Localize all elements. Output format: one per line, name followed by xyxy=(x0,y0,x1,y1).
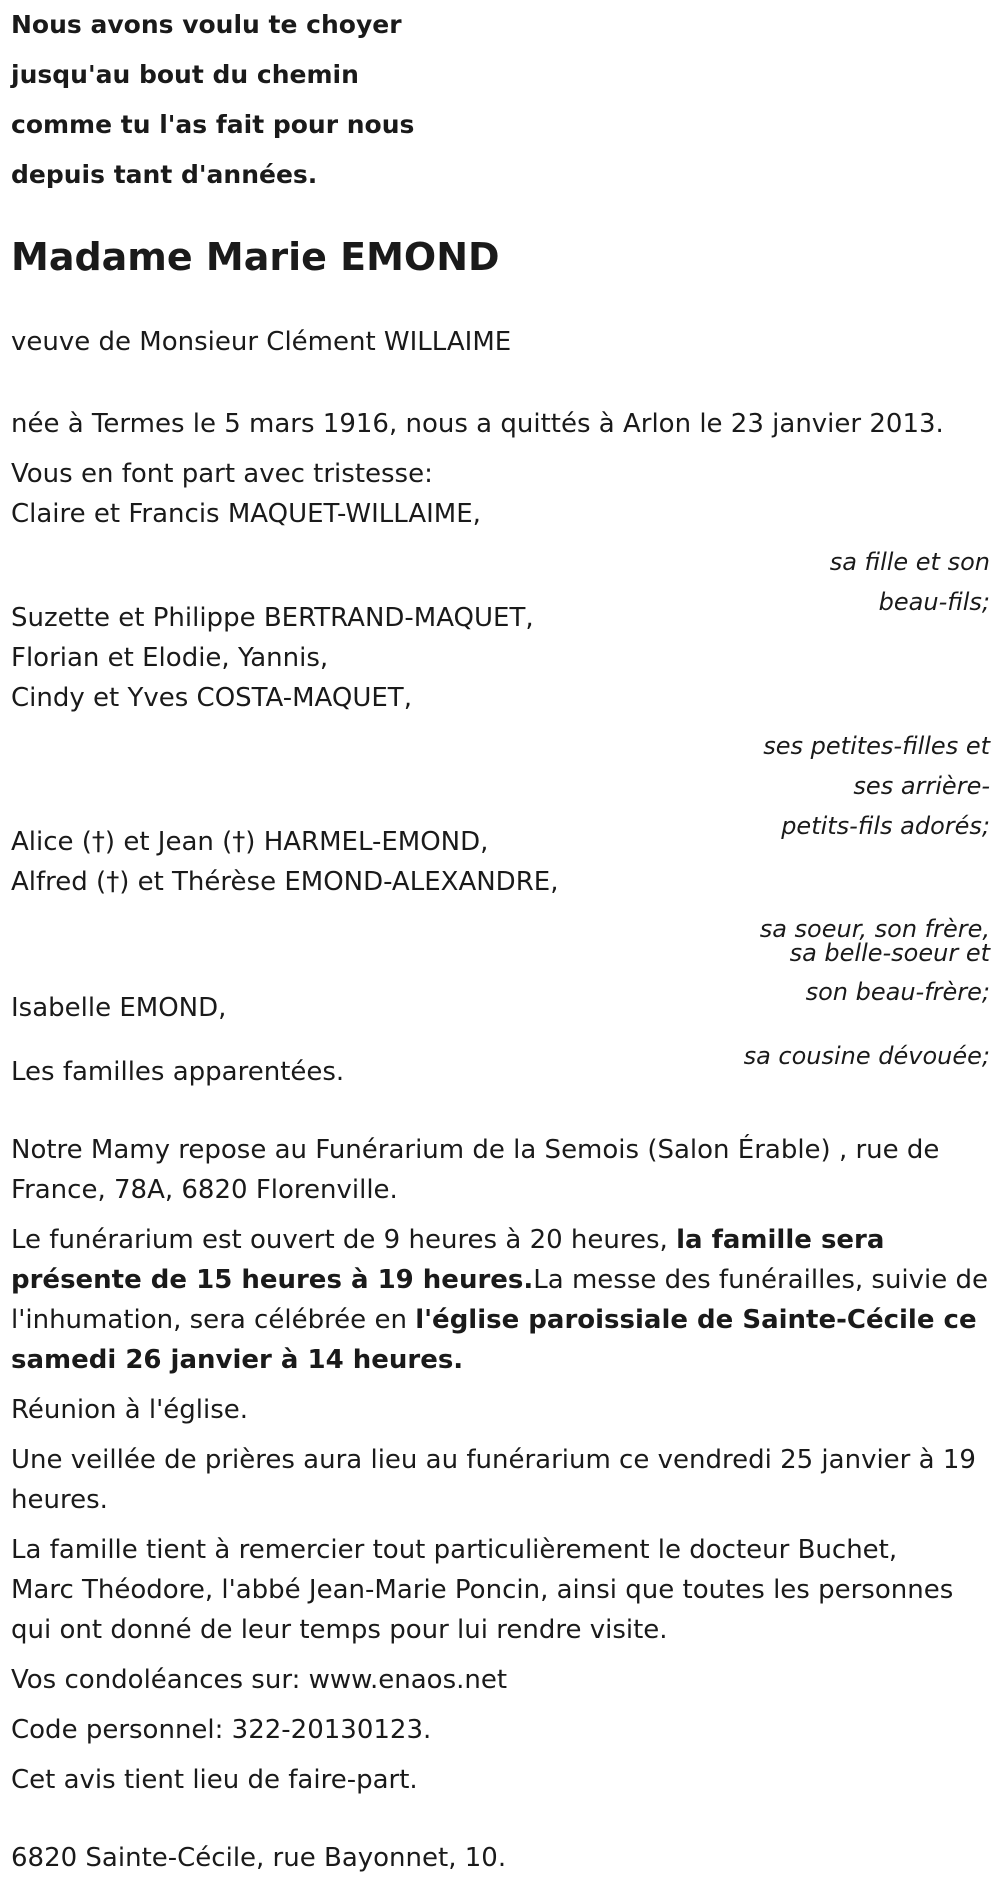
reunion-line: Réunion à l'église. xyxy=(11,1395,249,1425)
funerarium-text: La messe des funérailles, suivie de xyxy=(533,1265,989,1295)
deceased-name: Madame Marie EMOND xyxy=(11,235,500,279)
thanks-line: La famille tient à remercier tout particulièrement le docteur Buchet, xyxy=(11,1535,898,1565)
funerarium-emphasis: la famille sera xyxy=(676,1225,885,1255)
repose-line: Notre Mamy repose au Funérarium de la Semois (Salon Érable) , rue de xyxy=(11,1135,940,1165)
funerarium-text: Le funérarium est ouvert de 9 heures à 20 heures, xyxy=(11,1225,677,1255)
related-families-line: Les familles apparentées. xyxy=(11,1057,345,1087)
relation-label: sa belle-soeur et xyxy=(789,939,990,967)
relation-label: beau-fils; xyxy=(878,588,990,616)
poem-line-3: comme tu l'as fait pour nous xyxy=(11,110,415,139)
family-member: Alice (†) et Jean (†) HARMEL-EMOND, xyxy=(11,827,489,857)
funerarium-emphasis: samedi 26 janvier à 14 heures. xyxy=(11,1345,464,1375)
family-member: Cindy et Yves COSTA-MAQUET, xyxy=(11,683,412,713)
family-member: Florian et Elodie, Yannis, xyxy=(11,643,329,673)
funerarium-text: l'inhumation, sera célébrée en xyxy=(11,1305,416,1335)
relation-label: sa fille et son xyxy=(829,548,990,576)
relation-label: son beau-frère; xyxy=(805,978,990,1006)
funerarium-line xyxy=(11,1340,463,1380)
thanks-line: Marc Théodore, l'abbé Jean-Marie Poncin, ainsi que toutes les personnes xyxy=(11,1575,954,1605)
notice-line: Cet avis tient lieu de faire-part. xyxy=(11,1765,418,1795)
family-member: Suzette et Philippe BERTRAND-MAQUET, xyxy=(11,603,534,633)
repose-line: France, 78A, 6820 Florenville. xyxy=(11,1175,398,1205)
address-line: 6820 Sainte-Cécile, rue Bayonnet, 10. xyxy=(11,1843,507,1873)
relation-label: ses arrière- xyxy=(853,772,990,800)
personal-code-line: Code personnel: 322-20130123. xyxy=(11,1715,432,1745)
family-member: Isabelle EMOND, xyxy=(11,993,227,1023)
birth-death-line: née à Termes le 5 mars 1916, nous a quittés à Arlon le 23 janvier 2013. xyxy=(11,409,944,439)
poem-line-4: depuis tant d'années. xyxy=(11,160,318,189)
funerarium-line xyxy=(11,1260,988,1300)
relation-label: petits-fils adorés; xyxy=(781,812,990,840)
funerarium-line xyxy=(11,1220,884,1260)
funerarium-line xyxy=(11,1300,977,1340)
family-member: Claire et Francis MAQUET-WILLAIME, xyxy=(11,499,481,529)
poem-line-1: Nous avons voulu te choyer xyxy=(11,10,402,39)
widow-of-line: veuve de Monsieur Clément WILLAIME xyxy=(11,327,512,357)
family-member: Alfred (†) et Thérèse EMOND-ALEXANDRE, xyxy=(11,867,559,897)
relation-label: sa cousine dévouée; xyxy=(743,1042,990,1070)
vigil-line: heures. xyxy=(11,1485,108,1515)
funerarium-emphasis: présente de 15 heures à 19 heures. xyxy=(11,1265,534,1295)
relation-label: sa soeur, son frère, xyxy=(759,915,990,943)
poem-line-2: jusqu'au bout du chemin xyxy=(11,60,359,89)
thanks-line: qui ont donné de leur temps pour lui rendre visite. xyxy=(11,1615,668,1645)
announce-line: Vous en font part avec tristesse: xyxy=(11,459,433,489)
condolences-line: Vos condoléances sur: www.enaos.net xyxy=(11,1665,508,1695)
vigil-line: Une veillée de prières aura lieu au funérarium ce vendredi 25 janvier à 19 xyxy=(11,1445,976,1475)
relation-label: ses petites-filles et xyxy=(763,732,990,760)
funerarium-emphasis: l'église paroissiale de Sainte-Cécile ce xyxy=(415,1305,977,1335)
